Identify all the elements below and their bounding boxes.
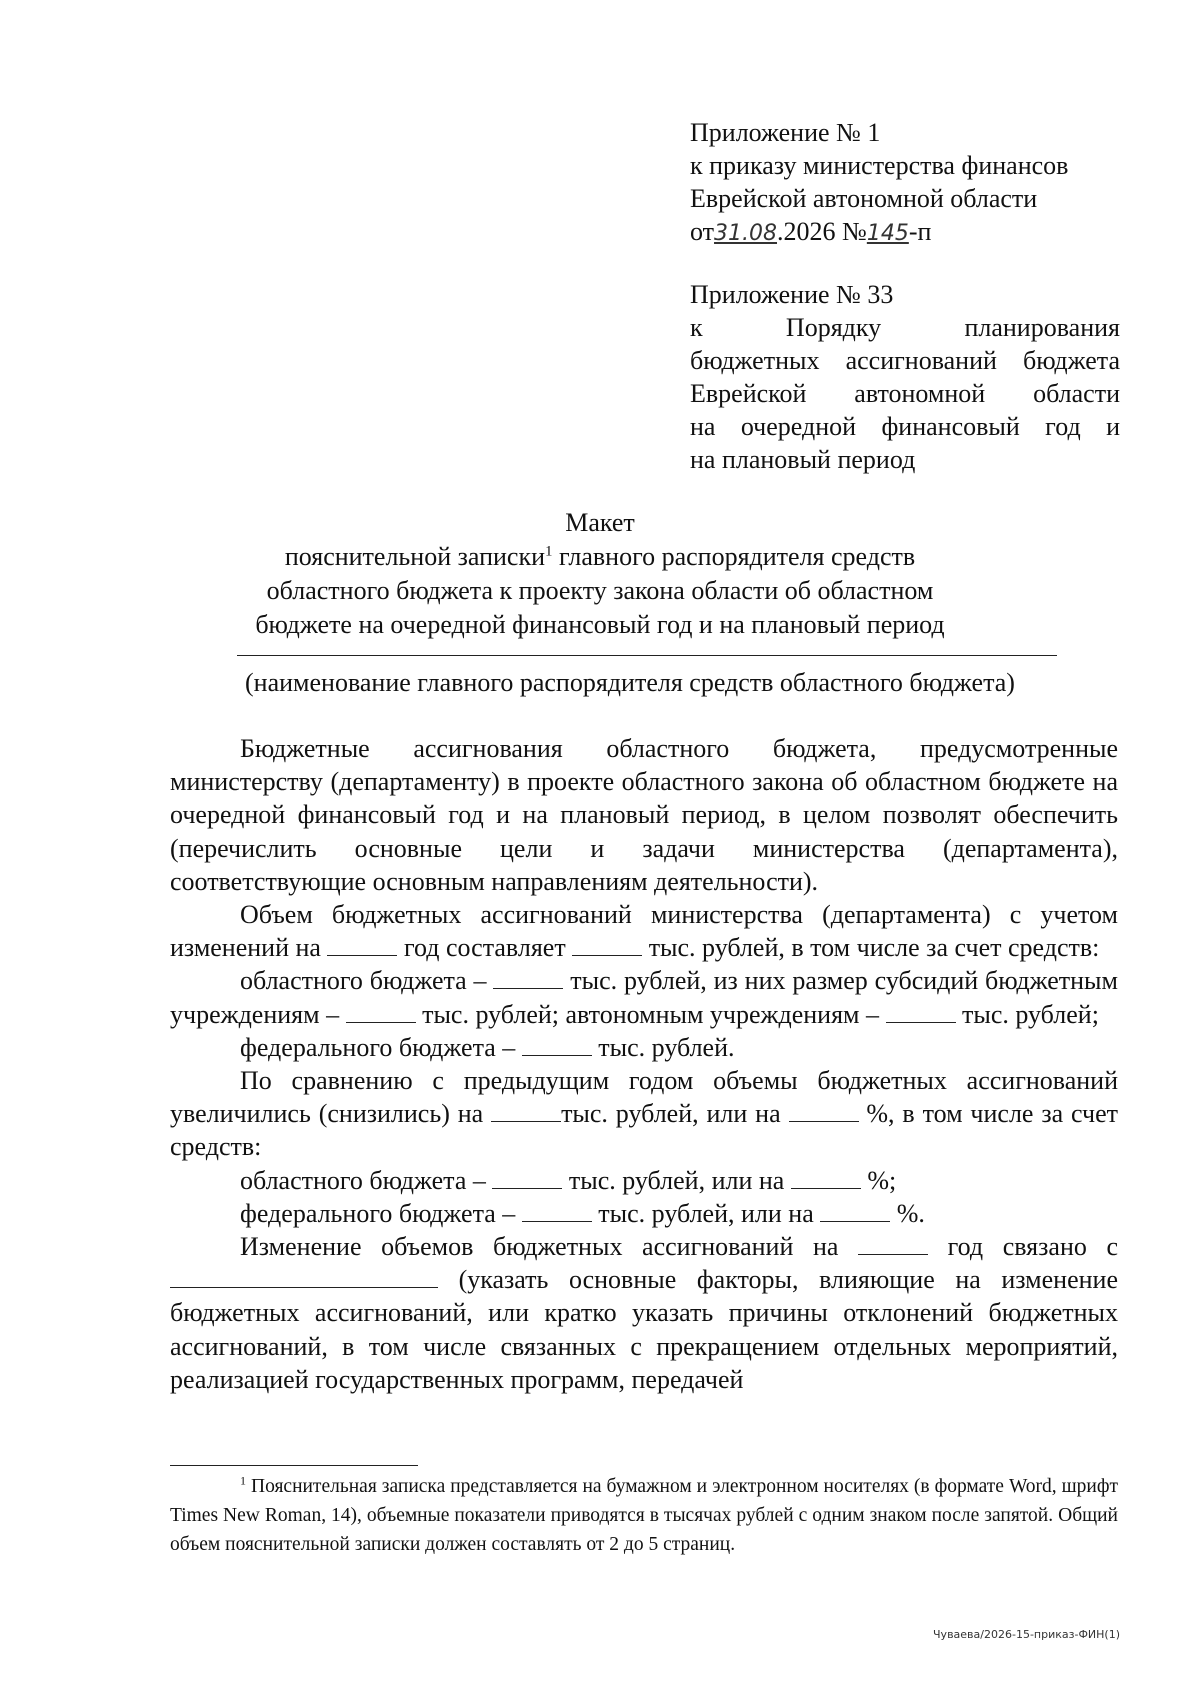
appendix-1-line1: Приложение № 1 [690,118,881,147]
text: (указать основные факторы, влияющие на изменение бюджетных ассигнований, или кратко указать причины отклонений бюджетных ассигнований, в том числе связанных с прекращением отдельных мероприятий, реализацией государственных программ, передачей [170,1265,1118,1394]
text: %, в том числе за счет средств: [170,1099,1119,1162]
blank-field [858,1234,928,1255]
text: тыс. рублей, или на [591,1198,821,1228]
footnote-separator [170,1465,418,1466]
text: федерального бюджета – [240,1032,522,1062]
blank-field [789,1101,859,1122]
text: Объем бюджетных ассигнований министерства (департамента) с учетом изменений на [170,900,1118,963]
text: федерального бюджета – [240,1198,522,1228]
paragraph-3 [170,964,1118,1030]
paragraph-4 [170,1031,1118,1064]
number-suffix: -п [908,217,932,246]
appendix-33-line6: на плановый период [690,445,916,474]
paragraph-2 [170,898,1118,964]
date-year: .2026 № [777,217,867,246]
text: тыс. рублей; [955,999,1099,1029]
title-line4: бюджете на очередной финансовый год и на плановый период [255,610,945,639]
document-file-id: Чуваева/2026-15-приказ-ФИН(1) [933,1628,1120,1641]
blank-field [493,968,563,989]
blank-field [170,1267,438,1288]
title-line1: Макет [565,508,635,537]
blank-field [491,1101,561,1122]
document-title [170,506,1030,642]
text: год связано с [928,1232,1118,1262]
paragraph-6 [170,1164,1118,1197]
text: По сравнению с предыдущим годом объемы бюджетных ассигнований увеличились (снизились) на [170,1066,1118,1129]
footnote-reference: 1 [545,543,553,560]
appendix-33-line1: Приложение № 33 [690,280,894,309]
appendix-33-line3: бюджетных ассигнований бюджета [690,346,1120,375]
text: Изменение объемов бюджетных ассигнований на [240,1232,859,1262]
blank-field [572,935,642,956]
blank-field [346,1002,416,1023]
blank-field [522,1035,592,1056]
text: областного бюджета – [240,966,494,996]
name-caption: (наименование главного распорядителя средств областного бюджета) [245,668,1015,697]
text: %. [890,1198,925,1228]
name-fill-line [237,655,1057,656]
blank-field [522,1201,592,1222]
handwritten-date: 31.08 [714,221,778,246]
text: тыс. рублей, или на [561,1099,789,1129]
appendix-1-line3: Еврейской автономной области [690,184,1038,213]
text: тыс. рублей, из них размер субсидий бюджетным учреждениям – [170,966,1118,1029]
blank-field [820,1201,890,1222]
appendix-33-header [690,278,1120,476]
blank-field [327,935,397,956]
text: тыс. рублей, в том числе за счет средств: [642,933,1100,963]
date-prefix: от [690,217,715,246]
text: областного бюджета – [240,1165,493,1195]
document-body [170,732,1118,1396]
footnote-mark: 1 [240,1473,246,1488]
handwritten-number: 145 [866,221,909,246]
appendix-33-line4: Еврейской автономной области [690,379,1120,408]
appendix-33-line2: к Порядку планирования [690,313,1120,342]
paragraph-8 [170,1230,1118,1396]
appendix-1-date-line [690,215,1120,250]
text: год составляет [397,933,573,963]
paragraph-5 [170,1064,1118,1164]
footnote-text [170,1472,1118,1559]
footnote-body: Пояснительная записка представляется на бумажном и электронном носителях (в формате Word, шрифт Times New Roman, 14), объемные показатели приводятся в тысячах рублей с одним знаком после запятой. Общий объем пояснительной записки должен составлять от 2 до 5 страниц. [170,1476,1118,1555]
title-line3: областного бюджета к проекту закона области об областном [266,576,934,605]
blank-field [886,1002,956,1023]
text: тыс. рублей. [591,1032,735,1062]
footnote [170,1472,1118,1559]
title-line2-end: главного распорядителя средств [552,542,916,571]
appendix-33-line5: на очередной финансовый год и [690,412,1120,441]
text: %; [860,1165,897,1195]
appendix-1-line2: к приказу министерства финансов [690,151,1069,180]
blank-field [791,1168,861,1189]
title-line2 [170,540,1030,574]
text: тыс. рублей; автономным учреждениям – [415,999,886,1029]
blank-field [492,1168,562,1189]
text: тыс. рублей, или на [562,1165,791,1195]
title-line2-start: пояснительной записки [284,542,546,571]
paragraph-7 [170,1197,1118,1230]
paragraph-1: Бюджетные ассигнования областного бюджета, предусмотренные министерству (департаменту) в проекте областного закона об областном бюджете на очередной финансовый год и на плановый период, в целом позволят обеспечить (перечислить основные цели и задачи министерства (департамента), соответствующие основным направлениям деятельности). [170,734,1118,896]
appendix-1-header [690,116,1120,250]
